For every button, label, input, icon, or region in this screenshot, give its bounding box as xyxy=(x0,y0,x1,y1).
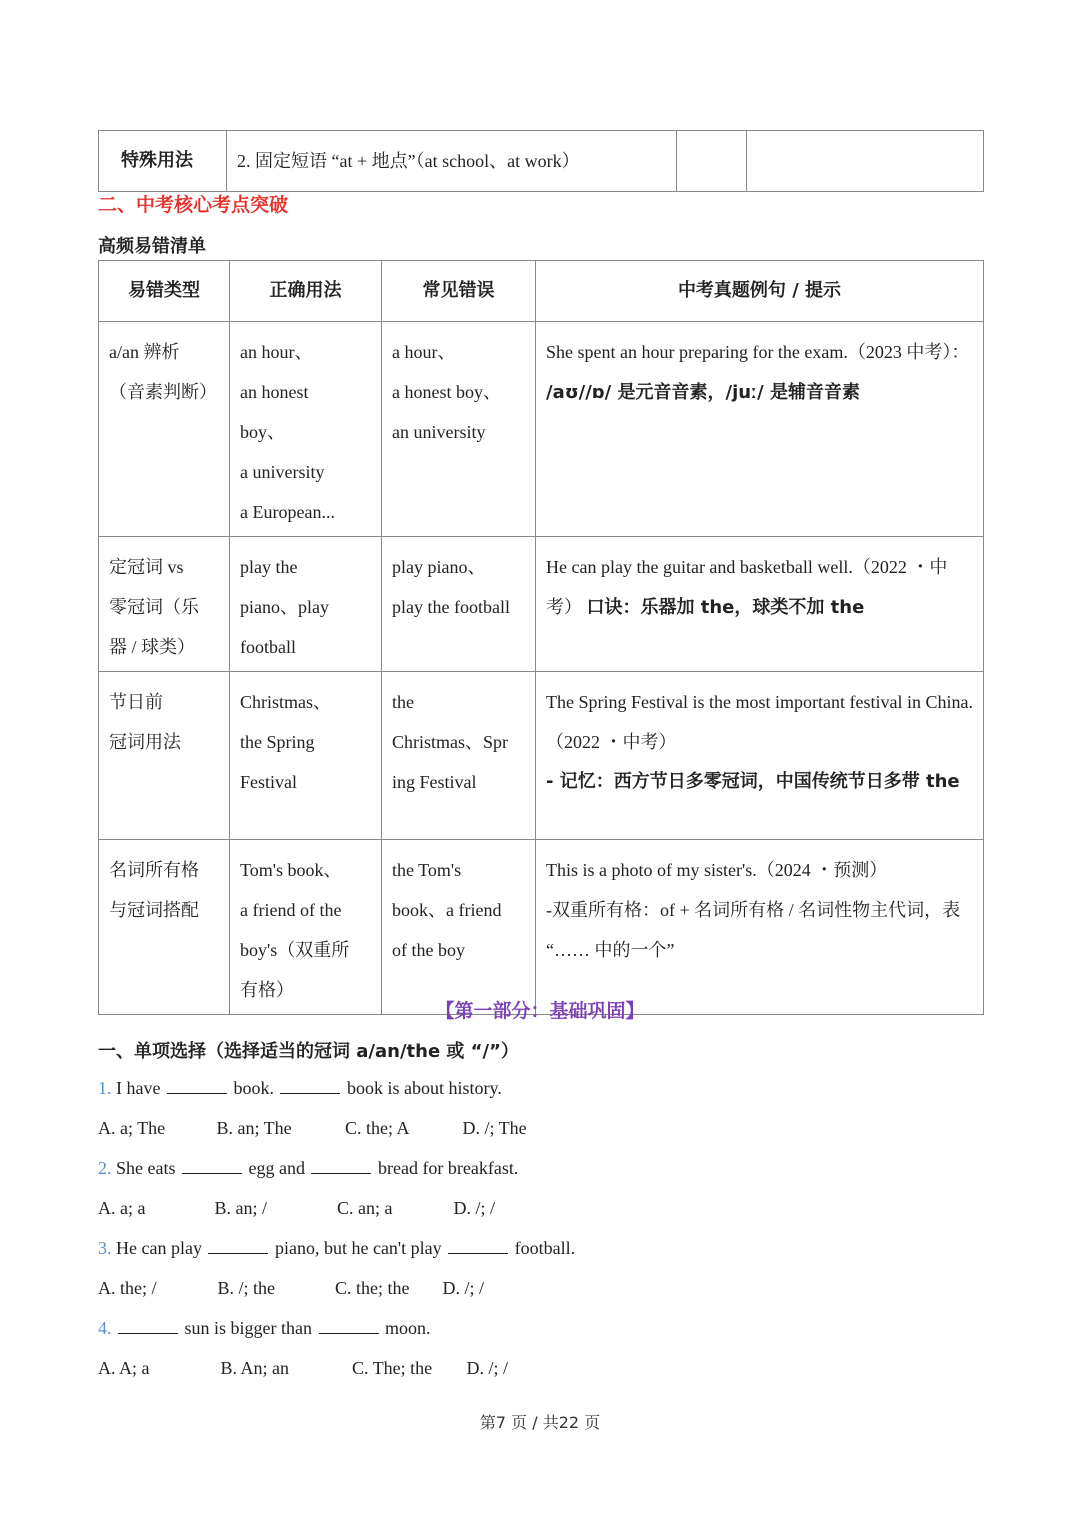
cell-line: an hour、 xyxy=(240,342,313,362)
example-hint: /aʊ//ɒ/ 是元音音素，/juː/ 是辅音音素 xyxy=(546,382,860,403)
answer-blank xyxy=(118,1319,178,1334)
cell-correct xyxy=(230,537,382,672)
cell-line: a honest boy、 xyxy=(392,382,501,402)
example-text: The Spring Festival is the most important festival in China.（2022 ・中考） xyxy=(546,692,973,752)
example-extra: -双重所有格：of + 名词所有格 / 名词性物主代词，表 “…… 中的一个” xyxy=(546,900,961,960)
cell-line: the Spring xyxy=(240,732,315,752)
top-cell-content: 2. 固定短语 “at + 地点”（at school、at work） xyxy=(227,131,677,192)
cell-line: Tom's book、 xyxy=(240,860,342,880)
option-a: A. a; The xyxy=(98,1118,166,1138)
question-text: I have xyxy=(116,1078,161,1098)
cell-line: （音素判断） xyxy=(109,382,217,402)
option-c: C. the; A xyxy=(345,1118,410,1138)
option-d: D. /; The xyxy=(462,1118,527,1138)
question-text: book. xyxy=(233,1078,274,1098)
answer-blank xyxy=(182,1159,242,1174)
answer-blank xyxy=(280,1079,340,1094)
question-text: sun is bigger than xyxy=(184,1318,312,1338)
option-c: C. the; the xyxy=(335,1278,410,1298)
table-row xyxy=(99,537,984,672)
question-text: football. xyxy=(514,1238,576,1258)
options-3 xyxy=(98,1278,484,1299)
cell-line: the xyxy=(392,692,414,712)
option-b: B. An; an xyxy=(220,1358,290,1378)
option-b: B. an; The xyxy=(216,1118,292,1138)
cell-line: 零冠词（乐 xyxy=(109,597,199,617)
cell-example xyxy=(536,322,984,537)
cell-line: an honest xyxy=(240,382,309,402)
answer-blank xyxy=(448,1239,508,1254)
question-number: 1. xyxy=(98,1078,112,1098)
cell-type xyxy=(99,537,230,672)
example-text: He can play the guitar and basketball well.（2022 ・中考） xyxy=(546,557,948,617)
cell-line: play piano、 xyxy=(392,557,486,577)
cell-correct xyxy=(230,840,382,1015)
cell-wrong xyxy=(382,840,536,1015)
table-row xyxy=(99,672,984,840)
example-text: This is a photo of my sister's.（2024 ・预测） xyxy=(546,860,888,880)
part-title: 【第一部分：基础巩固】 xyxy=(435,1000,645,1022)
cell-line: piano、play xyxy=(240,597,329,617)
question-text: book is about history. xyxy=(346,1078,502,1098)
cell-line: a friend of the xyxy=(240,900,342,920)
error-table-header xyxy=(99,261,984,322)
cell-line: football xyxy=(240,637,296,657)
cell-type xyxy=(99,840,230,1015)
cell-line: 冠词用法 xyxy=(109,732,181,752)
question-1 xyxy=(98,1078,502,1099)
question-2 xyxy=(98,1158,518,1179)
options-2 xyxy=(98,1198,495,1219)
question-3 xyxy=(98,1238,575,1259)
option-c: C. The; the xyxy=(352,1358,433,1378)
option-b: B. /; the xyxy=(217,1278,275,1298)
question-text: moon. xyxy=(385,1318,431,1338)
cell-line: 有格） xyxy=(240,980,294,1000)
cell-correct xyxy=(230,672,382,840)
cell-line: of the boy xyxy=(392,940,465,960)
option-a: A. a; a xyxy=(98,1198,146,1218)
option-a: A. A; a xyxy=(98,1358,150,1378)
cell-line: book、a friend xyxy=(392,900,502,920)
cell-line: a European... xyxy=(240,502,335,522)
table-row xyxy=(99,840,984,1015)
top-table xyxy=(98,130,984,192)
question-text: bread for breakfast. xyxy=(377,1158,519,1178)
cell-example xyxy=(536,840,984,1015)
header-example: 中考真题例句 / 提示 xyxy=(536,261,984,322)
cell-line: 定冠词 vs xyxy=(109,557,184,577)
cell-line: a university xyxy=(240,462,325,482)
answer-blank xyxy=(208,1239,268,1254)
question-number: 4. xyxy=(98,1318,112,1338)
option-a: A. the; / xyxy=(98,1278,157,1298)
question-text: piano, but he can't play xyxy=(274,1238,442,1258)
header-type: 易错类型 xyxy=(99,261,230,322)
answer-blank xyxy=(319,1319,379,1334)
cell-line: 器 / 球类） xyxy=(109,637,196,657)
cell-example xyxy=(536,672,984,840)
cell-type xyxy=(99,322,230,537)
cell-type xyxy=(99,672,230,840)
example-hint: - 记忆：西方节日多零冠词，中国传统节日多带 the xyxy=(546,771,960,792)
error-table xyxy=(98,260,984,1015)
cell-line: Christmas、 xyxy=(240,692,332,712)
cell-line: play the football xyxy=(392,597,510,617)
options-1 xyxy=(98,1118,527,1139)
question-number: 3. xyxy=(98,1238,112,1258)
option-b: B. an; / xyxy=(214,1198,267,1218)
page-footer: 第7 页 / 共22 页 xyxy=(479,1413,601,1432)
example-hint: 口诀：乐器加 the，球类不加 the xyxy=(586,597,865,618)
top-cell-empty-2 xyxy=(747,131,984,192)
options-4 xyxy=(98,1358,508,1379)
cell-line: an university xyxy=(392,422,486,442)
top-cell-label: 特殊用法 xyxy=(99,131,227,192)
cell-example xyxy=(536,537,984,672)
question-text: He can play xyxy=(116,1238,202,1258)
header-wrong: 常见错误 xyxy=(382,261,536,322)
cell-line: Festival xyxy=(240,772,297,792)
cell-line: ing Festival xyxy=(392,772,477,792)
list-title: 高频易错清单 xyxy=(98,236,206,257)
table-row xyxy=(99,322,984,537)
question-4 xyxy=(98,1318,431,1339)
cell-line: boy's（双重所 xyxy=(240,940,350,960)
top-cell-empty-1 xyxy=(677,131,747,192)
option-d: D. /; / xyxy=(453,1198,496,1218)
answer-blank xyxy=(311,1159,371,1174)
section-two-title: 二、中考核心考点突破 xyxy=(98,194,289,216)
cell-line: 与冠词搭配 xyxy=(109,900,199,920)
cell-line: play the xyxy=(240,557,298,577)
option-d: D. /; / xyxy=(466,1358,509,1378)
cell-line: a hour、 xyxy=(392,342,456,362)
cell-wrong xyxy=(382,322,536,537)
cell-line: 节日前 xyxy=(109,692,163,712)
example-text: She spent an hour preparing for the exam.（2023 中考）： xyxy=(546,342,970,362)
question-heading: 一、单项选择（选择适当的冠词 a/an/the 或 “/”） xyxy=(98,1041,519,1062)
cell-line: Christmas、Spr xyxy=(392,732,509,752)
cell-line: boy、 xyxy=(240,422,285,442)
question-text: She eats xyxy=(116,1158,176,1178)
cell-line: a/an 辨析 xyxy=(109,342,180,362)
option-c: C. an; a xyxy=(337,1198,393,1218)
option-d: D. /; / xyxy=(442,1278,485,1298)
cell-wrong xyxy=(382,672,536,840)
question-number: 2. xyxy=(98,1158,112,1178)
cell-line: the Tom's xyxy=(392,860,462,880)
cell-wrong xyxy=(382,537,536,672)
header-correct: 正确用法 xyxy=(230,261,382,322)
cell-line: 名词所有格 xyxy=(109,860,199,880)
question-text: egg and xyxy=(248,1158,305,1178)
cell-correct xyxy=(230,322,382,537)
answer-blank xyxy=(167,1079,227,1094)
